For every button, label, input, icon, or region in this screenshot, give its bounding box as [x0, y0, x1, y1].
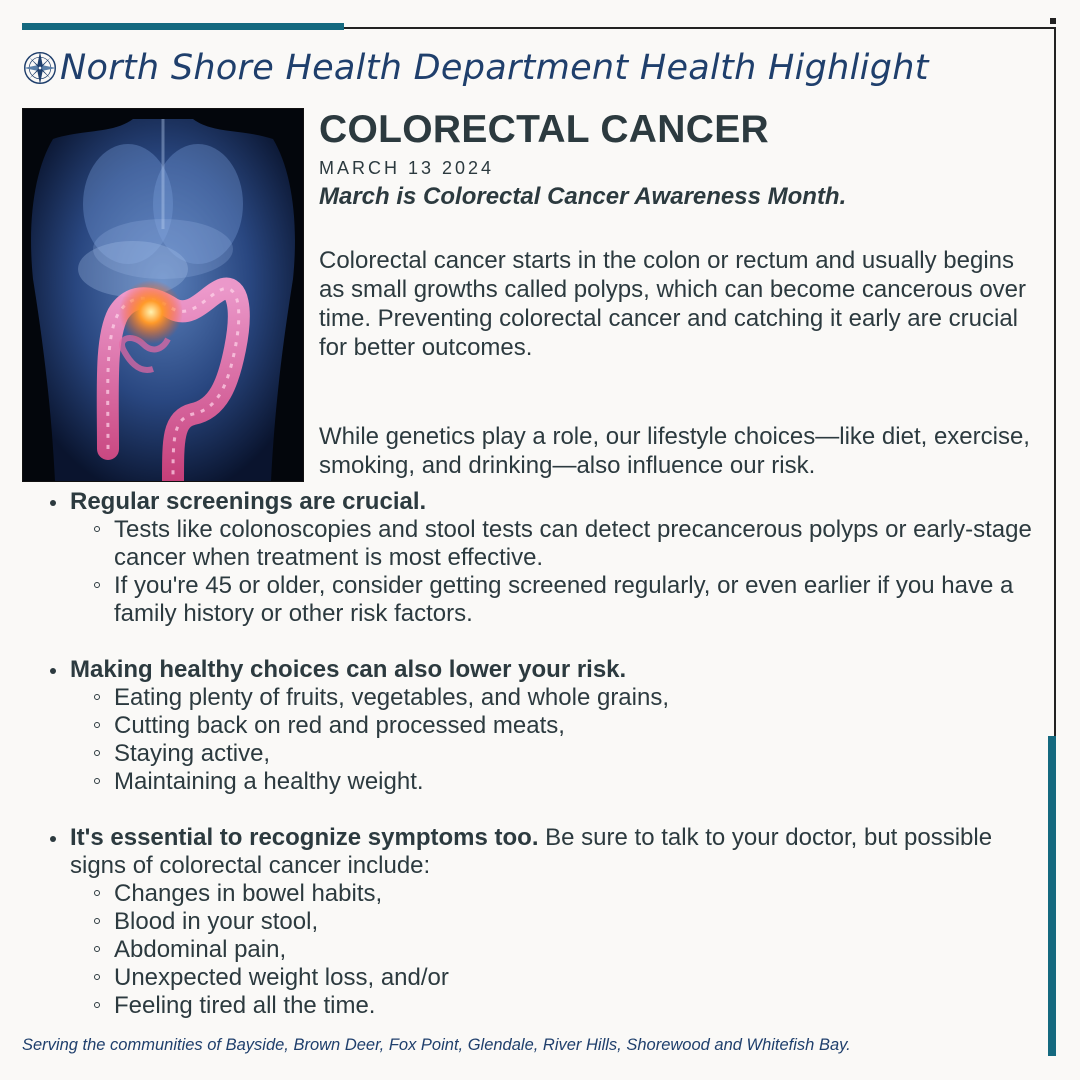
bullet-ring [94, 974, 100, 980]
list-item-text: Maintaining a healthy weight. [114, 768, 424, 795]
list-item [114, 740, 1048, 768]
article-header [319, 108, 1039, 212]
list-item [114, 768, 1048, 796]
list-item [114, 516, 1048, 572]
header-title: North Shore Health Department Health Highlight [60, 48, 929, 88]
list-item-text: Tests like colonoscopies and stool tests can detect precancerous polyps or early-stage cancer when treatment is most effective. [114, 516, 1032, 571]
section-heading: It's essential to recognize symptoms too. [70, 824, 539, 851]
list-item [114, 684, 1048, 712]
section-symptoms [48, 824, 1048, 1020]
article-tagline: March is Colorectal Cancer Awareness Month. [319, 183, 847, 210]
bullet-ring [94, 778, 100, 784]
bullet-ring [94, 582, 100, 588]
bullet-ring [94, 890, 100, 896]
list-item-text: Eating plenty of fruits, vegetables, and whole grains, [114, 684, 669, 711]
bullet-list [48, 488, 1048, 1020]
list-item-text: If you're 45 or older, consider getting screened regularly, or even earlier if you have a family history or other risk factors. [114, 572, 1014, 627]
footer-text: Serving the communities of Bayside, Brown Deer, Fox Point, Glendale, River Hills, Shorewood and Whitefish Bay. [22, 1036, 851, 1054]
list-item [114, 908, 1048, 936]
list-item-text: Feeling tired all the time. [114, 992, 376, 1019]
bullet-dot [50, 500, 56, 506]
list-item-text: Changes in bowel habits, [114, 880, 383, 907]
header [22, 44, 929, 92]
section-heading: Making healthy choices can also lower your risk. [70, 656, 627, 683]
list-item-text: Staying active, [114, 740, 271, 767]
section-healthy-choices [48, 656, 1048, 796]
sub-list [70, 684, 1048, 796]
list-item [114, 572, 1048, 628]
bullet-ring [94, 918, 100, 924]
bullet-ring [94, 694, 100, 700]
bullet-dot [50, 668, 56, 674]
colon-anatomy-illustration [22, 108, 304, 482]
section-heading-rest: Be sure to talk to your doctor, but possible signs of colorectal cancer include: [70, 824, 993, 879]
compass-rose-icon [22, 50, 58, 86]
list-item [114, 992, 1048, 1020]
article-date: MARCH 13 2024 [319, 158, 495, 178]
accent-bar-right [1048, 736, 1056, 1056]
bullet-ring [94, 750, 100, 756]
list-item-text: Unexpected weight loss, and/or [114, 964, 449, 991]
bullet-ring [94, 946, 100, 952]
section-screenings [48, 488, 1048, 628]
list-item [114, 880, 1048, 908]
list-item-text: Abdominal pain, [114, 936, 287, 963]
list-item [114, 712, 1048, 740]
list-item-text: Cutting back on red and processed meats, [114, 712, 565, 739]
bullet-ring [94, 722, 100, 728]
article-title: COLORECTAL CANCER [319, 108, 769, 151]
section-heading: Regular screenings are crucial. [70, 488, 427, 515]
accent-bar-top [22, 23, 344, 30]
bullet-ring [94, 1002, 100, 1008]
list-item-text: Blood in your stool, [114, 908, 319, 935]
bullet-ring [94, 526, 100, 532]
frame-corner-mark [1050, 18, 1056, 24]
list-item [114, 936, 1048, 964]
list-item [114, 964, 1048, 992]
lifestyle-paragraph: While genetics play a role, our lifestyle choices—like diet, exercise, smoking, and drinking—also influence our risk. [319, 423, 1030, 479]
sub-list [70, 880, 1048, 1020]
bullet-dot [50, 836, 56, 842]
frame-right-line [1054, 27, 1056, 737]
sub-list [70, 516, 1048, 628]
intro-paragraph: Colorectal cancer starts in the colon or rectum and usually begins as small growths called polyps, which can become cancerous over time. Preventing colorectal cancer and catching it early are crucial for better outcomes. [319, 247, 1027, 361]
